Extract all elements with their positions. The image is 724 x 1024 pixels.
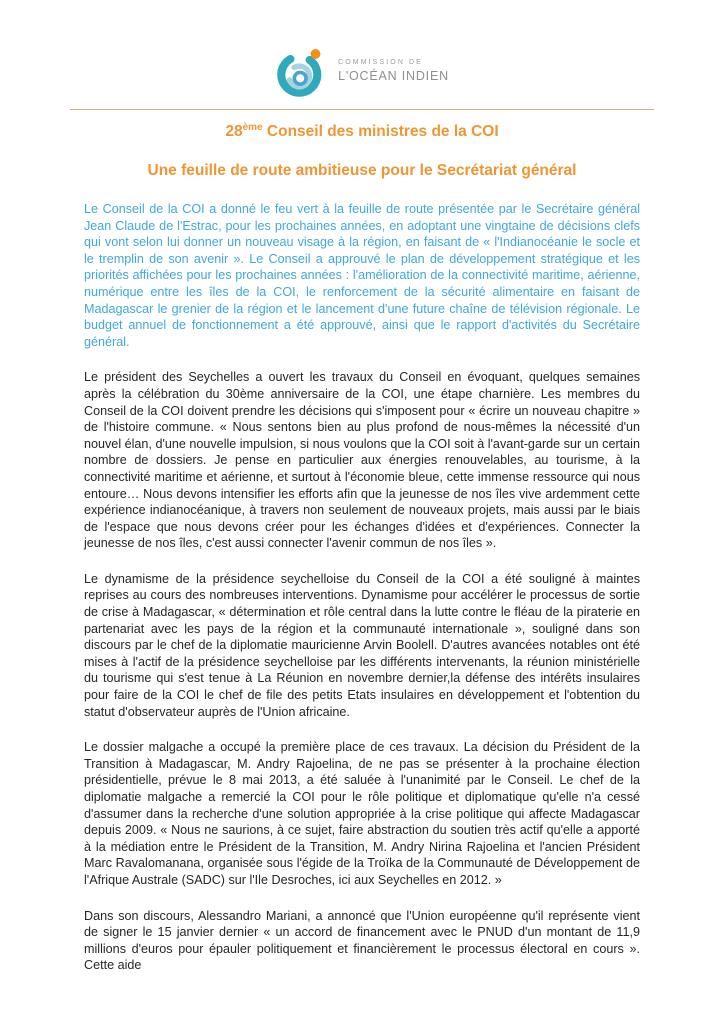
body-paragraph-4: Dans son discours, Alessandro Mariani, a annoncé que l'Union européenne qu'il représente vient de signer le 15 janvier dernier « un accord de financement avec le PNUD d'un montant de 11,9 millions d'euros pour épauler politiquement et financièrement le processus électoral en cours ». Cette aide bbox=[84, 908, 640, 973]
coi-logo-icon bbox=[275, 44, 329, 100]
body-paragraph-2: Le dynamisme de la présidence seychelloise du Conseil de la COI a été souligné à maintes reprises au cours des nombreuses interventions. Dynamisme pour accélérer le processus de sortie de crise à Madagascar, « détermination et rôle central dans la lutte contre le fléau de la piraterie en partenariat avec les pays de la région et la communauté internationale », souligné dans son discours par le chef de la diplomatie mauricienne Arvin Boolell. D'autres avancées notables ont été mises à l'actif de la présidence seychelloise par les différents intervenants, la réunion ministérielle du tourisme qui s'est tenue à La Réunion en novembre dernier,la défense des intérêts insulaires pour faire de la COI le chef de file des petits Etats insulaires en développement et l'obtention du statut d'observateur auprès de l'Union africaine. bbox=[84, 571, 640, 719]
logo-text-line2: L'OCÉAN INDIEN bbox=[338, 69, 449, 84]
document-title bbox=[84, 123, 640, 141]
body-paragraph-1: Le président des Seychelles a ouvert les travaux du Conseil en évoquant, quelques semaines après la célébration du 30ème anniversaire de la COI, une étape charnière. Les membres du Conseil de la COI doivent prendre les décisions qui s'imposent pour « écrire un nouveau chapitre » de l'histoire commune. « Nous sentons bien au plus profond de nous-mêmes la nécessité d'un nouvel élan, d'une nouvelle impulsion, si nous voulons que la COI soit à l'avant-garde sur un certain nombre de dossiers. Je pense en particulier aux énergies renouvelables, au tourisme, à la connectivité maritime et aérienne, et surtout à l'économie bleue, cette immense ressource qui nous entoure… Nous devons intensifier les efforts afin que la jeunesse de nos îles vive ardemment cette expérience indianocéanique, à travers non seulement de nouveaux projets, mais aussi par le biais de l'espace que nous devons créer pour les échanges d'idées et d'expériences. Connecter la jeunesse de nos îles, c'est aussi connecter l'avenir commun de nos îles ». bbox=[84, 370, 640, 551]
logo-wordmark bbox=[338, 59, 449, 84]
header-divider bbox=[70, 109, 654, 110]
title-number: 28 bbox=[225, 123, 243, 140]
body-paragraph-3: Le dossier malgache a occupé la première place de ces travaux. La décision du Président de la Transition à Madagascar, M. Andry Rajoelina, de ne pas se présenter à la prochaine élection présidentielle, prévue le 8 mai 2013, a été saluée à l'unanimité par le Conseil. Le chef de la diplomatie malgache a remercié la COI pour le rôle politique et diplomatique qu'elle n'a cessé d'assumer dans la recherche d'une solution appropriée à la crise politique qui affecte Madagascar depuis 2009. « Nous ne saurions, à ce sujet, faire abstraction du soutien très actif qu'elle a apporté à la médiation entre le Président de la Transition, M. Andry Nirina Rajoelina et l'ancien Président Marc Ravalomanana, organisée sous l'égide de la Troïka de la Communauté de Développement de l'Afrique Australe (SADC) sur l'Ile Desroches, ici aux Seychelles en 2012. » bbox=[84, 740, 640, 887]
document-subtitle: Une feuille de route ambitieuse pour le Secrétariat général bbox=[147, 162, 577, 179]
title-text: Conseil des ministres de la COI bbox=[262, 123, 499, 140]
logo-text-line1: COMMISSION DE bbox=[338, 59, 423, 67]
lead-paragraph: Le Conseil de la COI a donné le feu vert à la feuille de route présentée par le Secrétaire général Jean Claude de l'Estrac, pour les prochaines années, en adoptant une vingtaine de décisions clefs qui vont selon lui donner un nouveau visage à la région, en faisant de « l'Indianocéanie le socle et le tremplin de son avenir ». Le Conseil a approuvé le plan de développement stratégique et les priorités affichées pour les prochaines années : l'amélioration de la connectivité maritime, aérienne, numérique entre les îles de la COI, le renforcement de la sécurité alimentaire en faisant de Madagascar le grenier de la région et le lancement d'une future chaîne de télévision régionale. Le budget annuel de fonctionnement a été approuvé, ainsi que le rapport d'activités du Secrétaire général. bbox=[84, 202, 640, 349]
title-ordinal-suffix: ème bbox=[242, 121, 263, 133]
letterhead bbox=[84, 0, 640, 110]
logo-orange-dot bbox=[311, 49, 321, 59]
article-body bbox=[84, 201, 640, 974]
coi-logo bbox=[84, 44, 640, 100]
